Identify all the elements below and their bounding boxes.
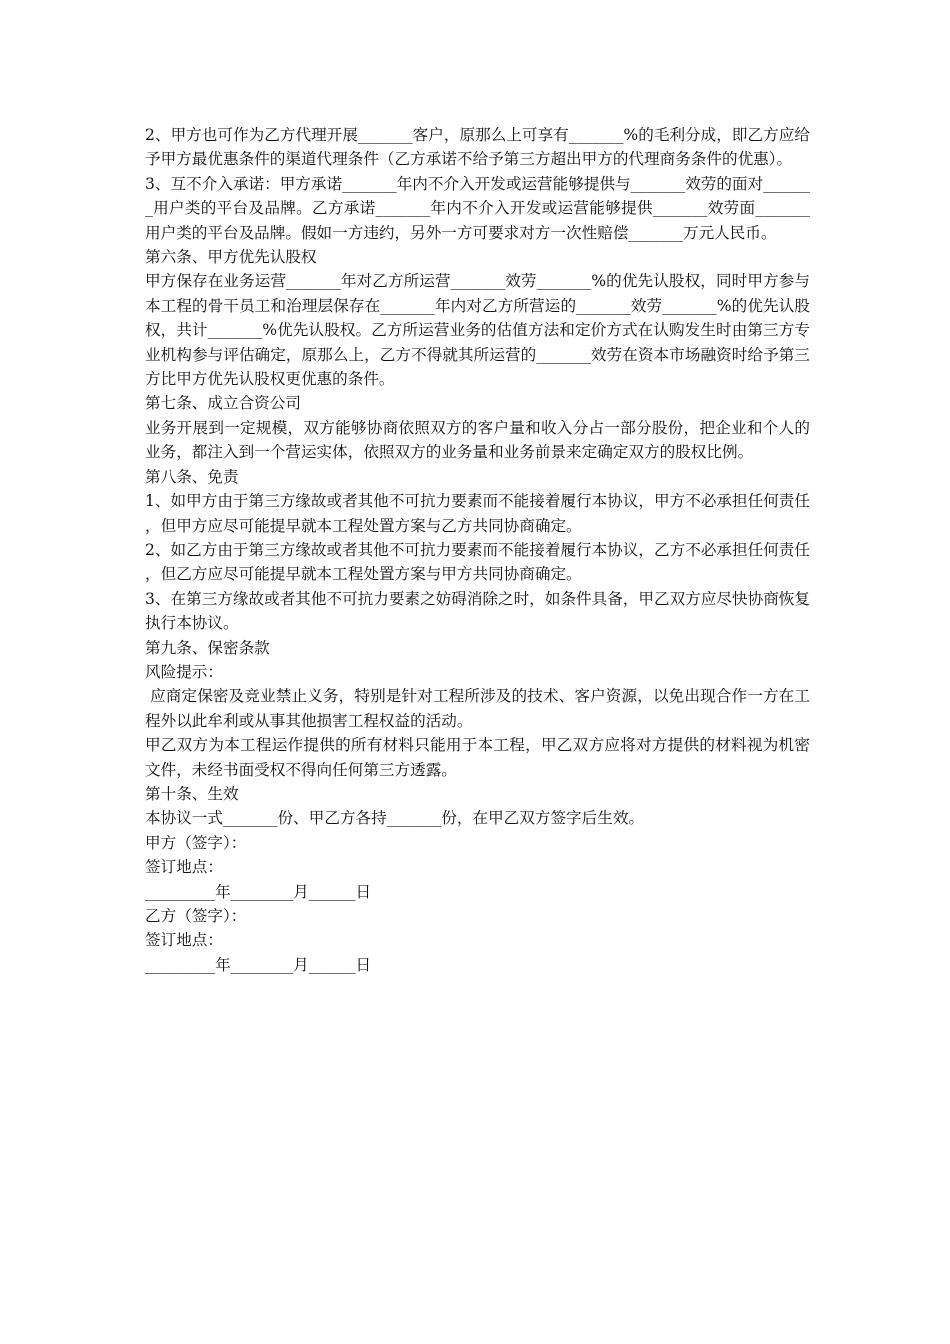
clause-5-item-3: 3、互不介入承诺：甲方承诺_______年内不介入开发或运营能够提供与_______效劳的面对_______用户类的平台及品牌。乙方承诺_______年内不介入开发或运营能够提供_______效劳面_______用户类的平台及品牌。假如一方违约，另外一方可要求对方一次性赔偿_______万元人民币。 bbox=[145, 174, 810, 242]
party-b-signing-place: 签订地点： bbox=[145, 931, 223, 950]
clause-6-body: 甲方保存在业务运营_______年对乙方所运营_______效劳_______%的优先认股权，同时甲方参与本工程的骨干员工和治理层保存在_______年内对乙方所营运的_______效劳_______%的优先认股权，共计_______%优先认股权。乙方所运营业务的估值方法和定价方式在认购发生时由第三方专业机构参与评估确定，原那么上，乙方不得就其所运营的_______效劳在资本市场融资时给予第三方比甲方优先认股权更优惠的条件。 bbox=[145, 272, 810, 389]
confidentiality-body: 甲乙双方为本工程运作提供的所有材料只能用于本工程，甲乙双方应将对方提供的材料视为机密文件，未经书面受权不得向任何第三方透露。 bbox=[145, 736, 810, 779]
clause-7-heading: 第七条、成立合资公司 bbox=[145, 394, 301, 413]
clause-10-body: 本协议一式_______份、甲乙方各持_______份，在甲乙双方签字后生效。 bbox=[145, 809, 645, 828]
clause-8-item-3: 3、在第三方缘故或者其他不可抗力要素之妨碍消除之时，如条件具备，甲乙双方应尽快协商恢复执行本协议。 bbox=[145, 589, 810, 633]
clause-8-heading: 第八条、免责 bbox=[145, 467, 239, 486]
clause-8-item-1: 1、如甲方由于第三方缘故或者其他不可抗力要素而不能接着履行本协议，甲方不必承担任何责任，但甲方应尽可能提早就本工程处置方案与乙方共同协商确定。 bbox=[145, 492, 810, 535]
document-page bbox=[145, 123, 810, 977]
party-a-signature-label: 甲方（签字）： bbox=[145, 833, 247, 852]
party-a-date-line: _________年________月______日 bbox=[145, 882, 372, 901]
clause-8-item-2: 2、如乙方由于第三方缘故或者其他不可抗力要素而不能接着履行本协议，乙方不必承担任何责任，但乙方应尽可能提早就本工程处置方案与甲方共同协商确定。 bbox=[145, 540, 810, 584]
risk-tip-body: 应商定保密及竞业禁止义务，特别是针对工程所涉及的技术、客户资源，以免出现合作一方在工程外以此牟利或从事其他损害工程权益的活动。 bbox=[145, 687, 810, 730]
clause-7-body: 业务开展到一定规模，双方能够协商依照双方的客户量和收入分占一部分股份，把企业和个人的业务，都注入到一个营运实体，依照双方的业务量和业务前景来定确定双方的股权比例。 bbox=[145, 418, 810, 462]
risk-tip-label: 风险提示： bbox=[145, 662, 223, 681]
party-b-date-line: _________年________月______日 bbox=[145, 955, 372, 974]
clause-10-heading: 第十条、生效 bbox=[145, 784, 239, 803]
party-a-signing-place: 签订地点： bbox=[145, 858, 223, 877]
clause-5-item-2: 2、甲方也可作为乙方代理开展_______客户，原那么上可享有_______%的毛利分成，即乙方应给予甲方最优惠条件的渠道代理条件（乙方承诺不给予第三方超出甲方的代理商务条件的优惠）。 bbox=[145, 126, 810, 169]
clause-9-heading: 第九条、保密条款 bbox=[145, 638, 270, 657]
clause-6-heading: 第六条、甲方优先认股权 bbox=[145, 248, 317, 267]
party-b-signature-label: 乙方（签字）： bbox=[145, 907, 247, 925]
